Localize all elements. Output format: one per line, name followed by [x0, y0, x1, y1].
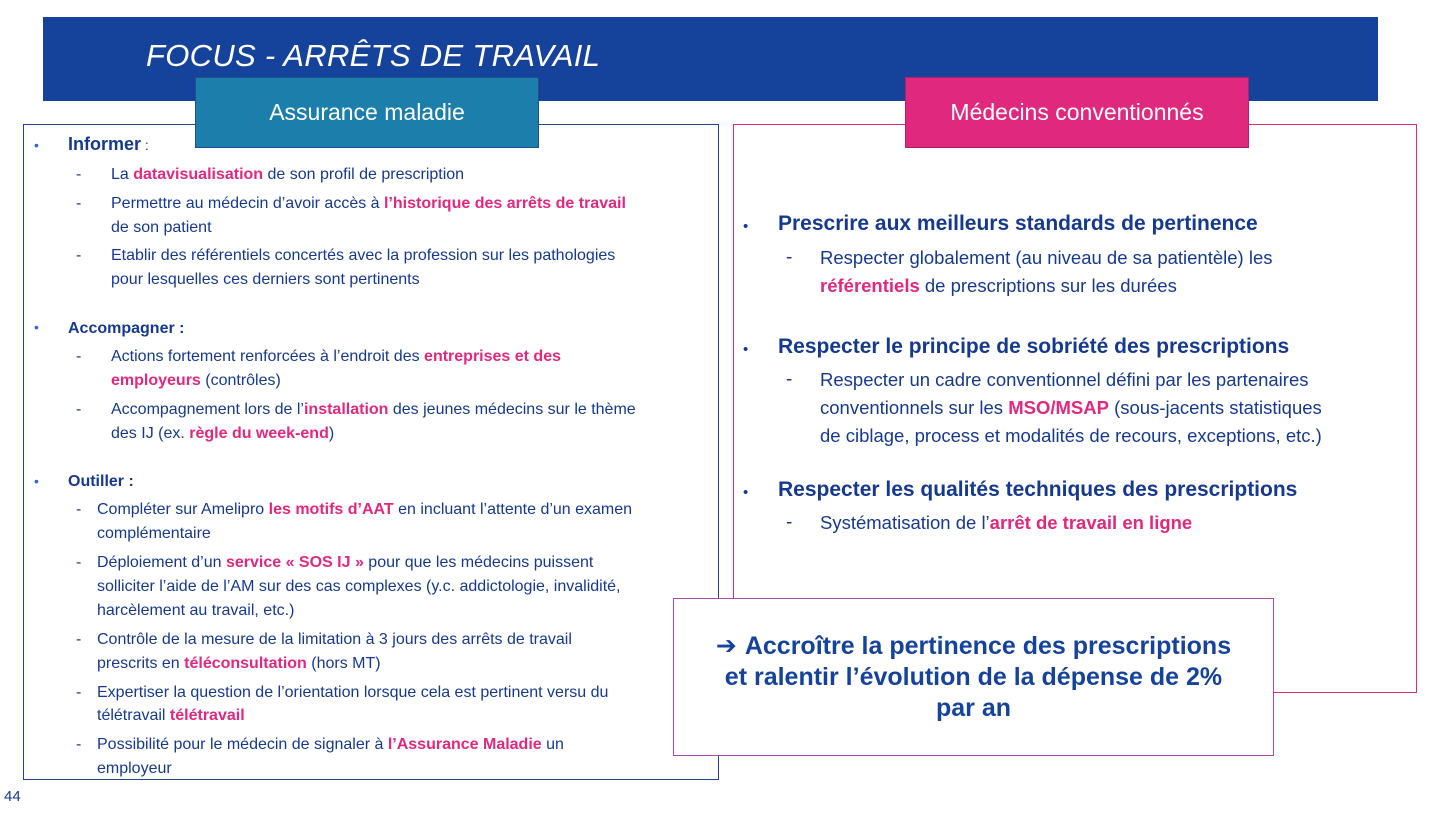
outiller-item-2-cont: solliciter l’aide de l’AM sur des cas complexes (y.c. addictologie, invalidité,	[97, 578, 621, 595]
dash: -	[76, 247, 82, 264]
right-item-2-cont2: de ciblage, process et modalités de recours, exceptions, etc.)	[820, 425, 1322, 446]
bullet: •	[34, 473, 39, 489]
bullet: •	[743, 484, 749, 501]
dash: -	[76, 195, 82, 212]
dash: -	[786, 247, 793, 268]
right-item-1: Respecter globalement (au niveau de sa patientèle) les	[820, 247, 1273, 268]
dash: -	[76, 401, 82, 418]
dash: -	[76, 631, 82, 648]
informer-item-2: Permettre au médecin d’avoir accès à l’historique des arrêts de travail	[111, 195, 626, 212]
informer-item-1: La datavisualisation de son profil de prescription	[111, 166, 465, 183]
right-item-2-cont: conventionnels sur les MSO/MSAP (sous-jacents statistiques	[820, 397, 1322, 418]
outiller-item-1: Compléter sur Amelipro les motifs d’AAT en incluant l’attente d’un examen	[97, 501, 633, 518]
outiller-item-5-cont: employeur	[97, 760, 172, 777]
conclusion-box	[673, 598, 1274, 756]
accompagner-item-1-cont: employeurs (contrôles)	[111, 372, 281, 389]
conclusion-line-2: et ralentir l’évolution de la dépense de 2%	[724, 662, 1223, 691]
assurance-maladie-tag: Assurance maladie	[195, 77, 539, 148]
arrow-right-icon: ➔	[715, 631, 737, 660]
right-item-1-cont: référentiels de prescriptions sur les durées	[820, 275, 1177, 296]
medecins-conventionnes-tag: Médecins conventionnés	[905, 77, 1249, 148]
dash: -	[76, 348, 82, 365]
bullet: •	[743, 341, 749, 358]
right-item-2: Respecter un cadre conventionnel défini par les partenaires	[820, 369, 1309, 390]
informer-item-3-cont: pour lesquelles ces derniers sont pertinents	[111, 271, 420, 288]
accompagner-item-2-cont: des IJ (ex. règle du week-end)	[111, 425, 335, 442]
conclusion-line-1: ➔ Accroître la pertinence des prescriptions	[715, 631, 1232, 660]
informer-item-2-cont: de son patient	[111, 219, 212, 236]
dash: -	[76, 554, 82, 571]
dash: -	[786, 369, 793, 390]
outiller-item-3-cont: prescrits en téléconsultation (hors MT)	[97, 655, 381, 672]
section-heading-accompagner: Accompagner :	[68, 320, 185, 337]
bullet: •	[743, 218, 749, 235]
accompagner-item-2: Accompagnement lors de l’installation des jeunes médecins sur le thème	[111, 401, 636, 418]
informer-item-3: Etablir des référentiels concertés avec la profession sur les pathologies	[111, 247, 616, 264]
bullet: •	[34, 137, 39, 153]
bullet: •	[34, 319, 39, 335]
outiller-item-1-cont: complémentaire	[97, 525, 211, 542]
section-heading-outiller: Outiller :	[68, 473, 134, 490]
dash: -	[786, 512, 793, 533]
right-heading-2: Respecter le principe de sobriété des prescriptions	[778, 335, 1290, 358]
dash: -	[76, 501, 82, 518]
dash: -	[76, 736, 82, 753]
outiller-item-4-cont: télétravail télétravail	[97, 707, 245, 724]
outiller-item-3: Contrôle de la mesure de la limitation à 3 jours des arrêts de travail	[97, 631, 572, 648]
page-title: FOCUS - ARRÊTS DE TRAVAIL	[146, 38, 601, 73]
outiller-item-4: Expertiser la question de l’orientation lorsque cela est pertinent versu du	[97, 684, 609, 701]
dash: -	[76, 166, 82, 183]
page-number: 44	[4, 788, 21, 805]
accompagner-item-1: Actions fortement renforcées à l’endroit des entreprises et des	[111, 348, 561, 365]
outiller-item-2-cont2: harcèlement au travail, etc.)	[97, 602, 295, 619]
right-heading-1: Prescrire aux meilleurs standards de pertinence	[778, 212, 1258, 235]
outiller-item-2: Déploiement d’un service « SOS IJ » pour que les médecins puissent	[97, 554, 594, 571]
right-item-3: Systématisation de l’arrêt de travail en ligne	[820, 512, 1193, 533]
right-heading-3: Respecter les qualités techniques des prescriptions	[778, 478, 1298, 501]
dash: -	[76, 684, 82, 701]
section-heading-informer: Informer :	[68, 134, 149, 154]
conclusion-line-3: par an	[935, 693, 1011, 722]
outiller-item-5: Possibilité pour le médecin de signaler à l’Assurance Maladie un	[97, 736, 564, 753]
